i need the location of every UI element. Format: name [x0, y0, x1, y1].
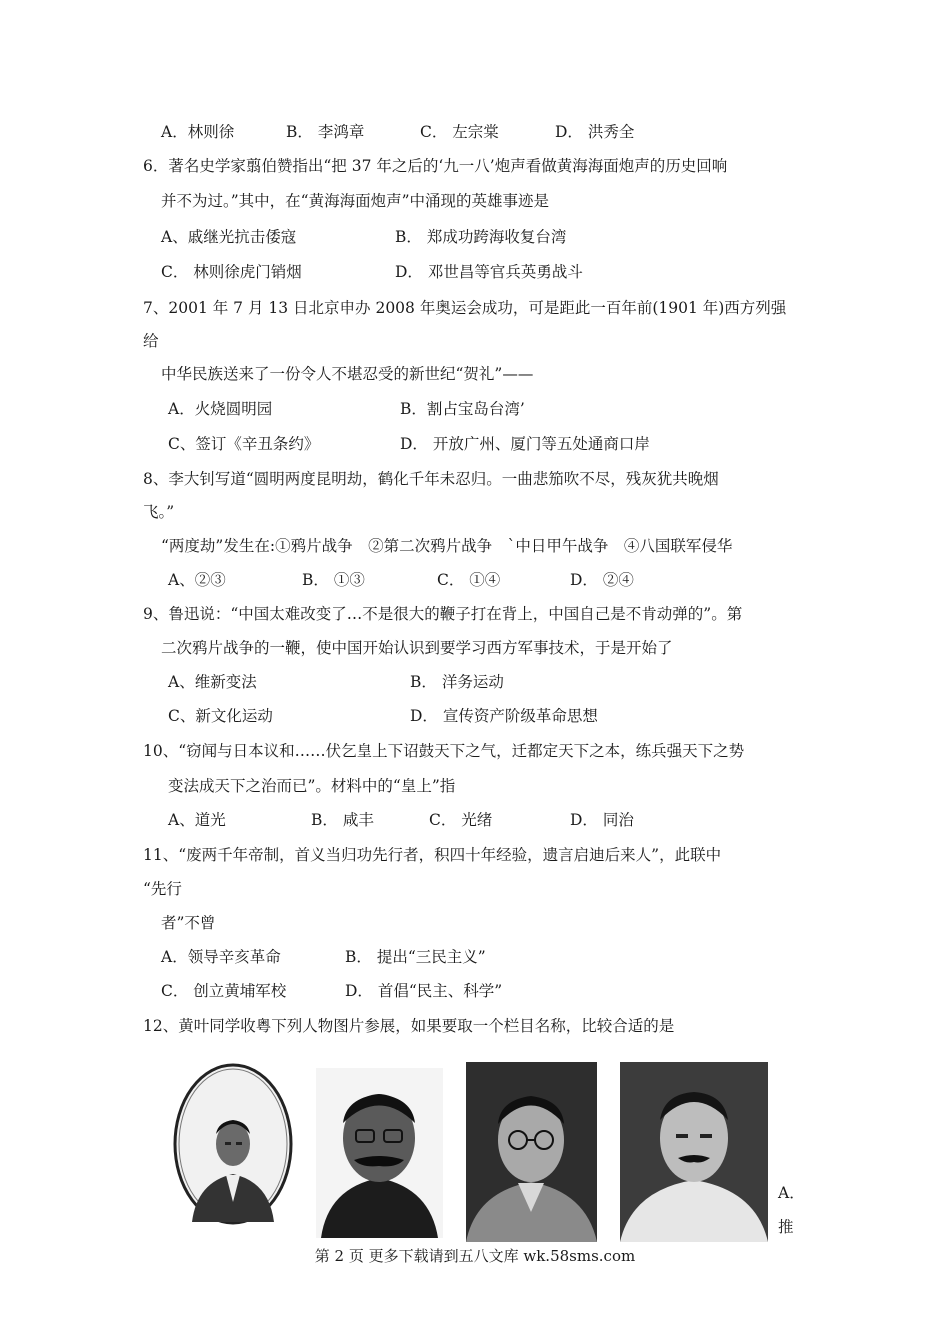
q9-option-a: A、维新变法: [168, 673, 257, 691]
q11-option-c: C． 创立黄埔军校: [161, 982, 287, 1000]
q7-option-d: D． 开放广州、厦门等五处通商口岸: [400, 435, 650, 453]
q11-stem-line1: 11、“废两千年帝制，首义当归功先行者，积四十年经验，遗言启迪后来人”，此联中: [143, 846, 722, 864]
q10-stem-line2: 变法成天下之治而已”。材料中的“皇上”指: [168, 777, 456, 795]
q6-stem-line2: 并不为过。”其中，在“黄海海面炮声”中涌现的英雄事迹是: [161, 192, 550, 210]
q9-option-c: C、新文化运动: [168, 707, 273, 725]
q5-option-d: D． 洪秀全: [555, 123, 635, 141]
portrait-3: [466, 1062, 597, 1242]
q8-option-b: B． ①③: [302, 571, 365, 589]
q5-option-a: A．林则徐: [161, 123, 235, 141]
q12-side-label-a: A．: [778, 1184, 805, 1202]
q9-option-b: B． 洋务运动: [410, 673, 504, 691]
q7-option-b: B．割占宝岛台湾’: [400, 400, 525, 418]
q9-stem-line2: 二次鸦片战争的一鞭，使中国开始认识到要学习西方军事技术，于是开始了: [161, 639, 673, 657]
q9-option-d: D． 宣传资产阶级革命思想: [410, 707, 598, 725]
page-footer: 第 2 页 更多下载请到五八文库 wk.58sms.com: [314, 1247, 636, 1265]
q11-stem-line3: 者”不曾: [161, 914, 216, 932]
portrait-2: [316, 1068, 443, 1238]
q10-option-b: B． 咸丰: [311, 811, 374, 829]
q7-option-a: A．火烧圆明园: [168, 400, 273, 418]
q11-option-b: B． 提出“三民主义”: [345, 948, 486, 966]
q10-option-c: C． 光绪: [429, 811, 493, 829]
q7-option-c: C、签订《辛丑条约》: [168, 435, 320, 453]
portrait-1: [172, 1062, 294, 1227]
q6-option-d: D． 邓世昌等官兵英勇战斗: [395, 263, 583, 281]
q10-option-a: A、道光: [168, 811, 226, 829]
q8-option-c: C． ①④: [437, 571, 501, 589]
q5-option-b: B． 李鸿章: [286, 123, 365, 141]
q6-option-b: B． 郑成功跨海收复台湾: [395, 228, 567, 246]
q7-stem-line3: 中华民族送来了一份令人不堪忍受的新世纪“贺礼”——: [161, 365, 534, 383]
q9-stem-line1: 9、鲁迅说：“中国太难改变了…不是很大的鞭子打在背上，中国自己是不肯动弹的”。第: [143, 605, 743, 623]
q10-stem-line1: 10、“窃闻与日本议和……伏乞皇上下诏鼓天下之气，迁都定天下之本，练兵强天下之势: [143, 742, 745, 760]
q8-option-d: D． ②④: [570, 571, 634, 589]
q11-option-d: D． 首倡“民主、科学”: [345, 982, 503, 1000]
q5-option-c: C． 左宗棠: [420, 123, 499, 141]
q8-stem-line1: 8、李大钊写道“圆明两度昆明劫，鹤化千年未忍归。一曲悲笳吹不尽，残灰犹共晚烟: [143, 470, 719, 488]
q6-option-c: C． 林则徐虎门销烟: [161, 263, 302, 281]
q11-stem-line2: “先行: [143, 880, 182, 898]
q7-stem-line2: 给: [143, 332, 159, 350]
q12-stem: 12、黄叶同学收粤下列人物图片参展，如果要取一个栏目名称，比较合适的是: [143, 1017, 675, 1035]
q12-side-label-b: 推: [778, 1218, 794, 1236]
q7-stem-line1: 7、2001 年 7 月 13 日北京申办 2008 年奥运会成功，可是距此一百年前(1901 年)西方列强: [143, 299, 787, 317]
q8-stem-line3: “两度劫”发生在:①鸦片战争 ②第二次鸦片战争 `中日甲午战争 ④八国联军侵华: [161, 537, 733, 555]
q8-option-a: A、②③: [168, 571, 226, 589]
q6-option-a: A、戚继光抗击倭寇: [161, 228, 297, 246]
portrait-4: [620, 1062, 768, 1242]
q6-stem-line1: 6．著名史学家翦伯赞指出“把 37 年之后的‘九一八’炮声看做黄海海面炮声的历史回响: [143, 157, 728, 175]
q10-option-d: D． 同治: [570, 811, 634, 829]
q11-option-a: A．领导辛亥革命: [161, 948, 281, 966]
q8-stem-line2: 飞。”: [143, 503, 175, 521]
